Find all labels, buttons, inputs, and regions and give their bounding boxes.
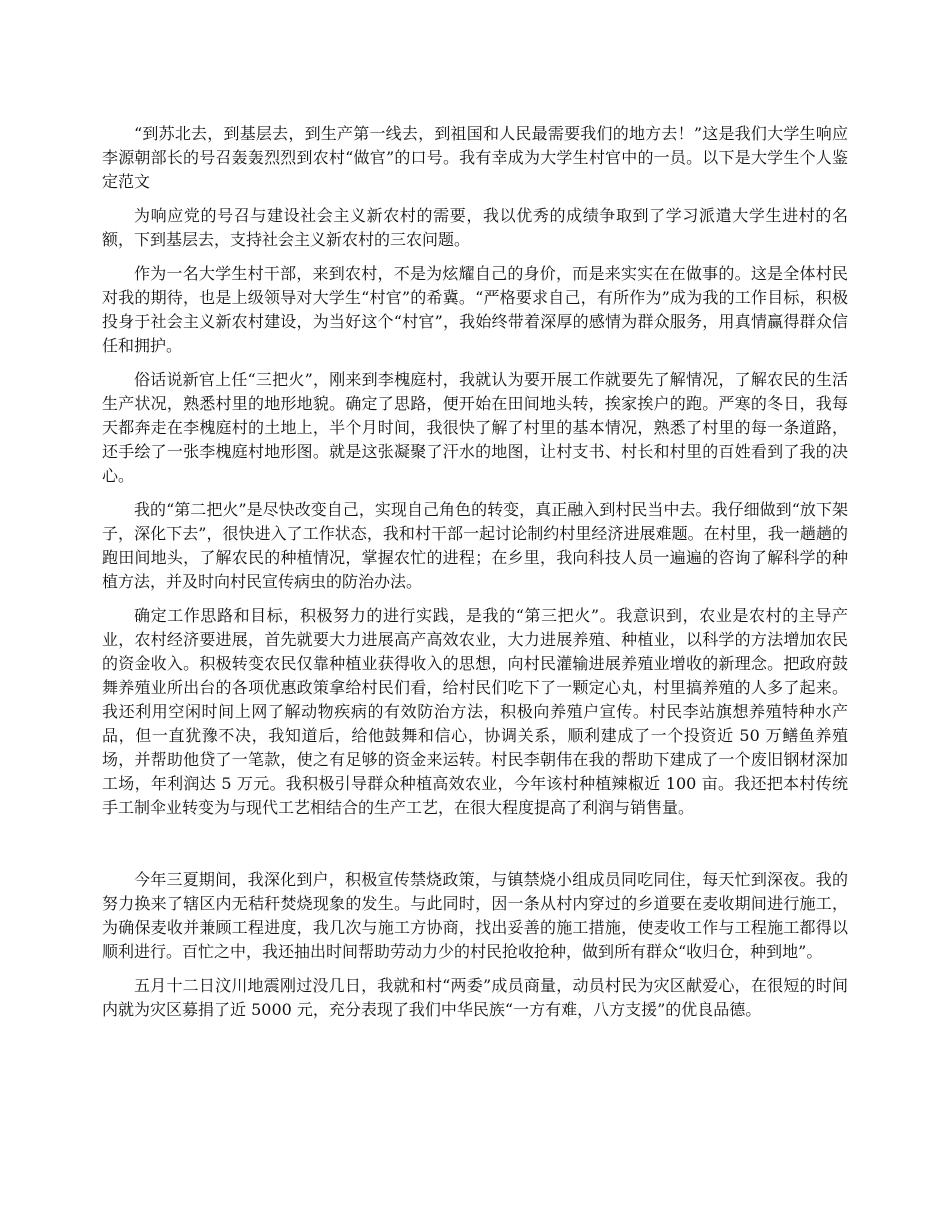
paragraph-second-fire: 我的“第二把火”是尽快改变自己，实现自己角色的转变，真正融入到村民当中去。我仔细做到“放下架子，深化下去”，很快进入了工作状态，我和村干部一起讨论制约村里经济进展难题。在村里，我一趟趟的跑田间地头，了解农民的种植情况，掌握农忙的进程；在乡里，我向科技人员一遍遍的咨询了解科学的种植方法，并及时向村民宣传病虫的防治办法。 <box>102 500 848 591</box>
paragraph-earthquake-relief: 五月十二日汶川地震刚过没几日，我就和村“两委”成员商量，动员村民为灾区献爱心，在很短的时间内就为灾区募捐了近 5000 元，充分表现了我们中华民族“一方有难，八方支援”的优良品德。 <box>102 976 848 1019</box>
paragraph-response: 为响应党的号召与建设社会主义新农村的需要，我以优秀的成绩争取到了学习派遣大学生进村的名额，下到基层去，支持社会主义新农村的三农问题。 <box>102 206 848 249</box>
paragraph-summer-harvest: 今年三夏期间，我深化到户，积极宣传禁烧政策，与镇禁烧小组成员同吃同住，每天忙到深夜。我的努力换来了辖区内无秸秆焚烧现象的发生。与此同时，因一条从村内穿过的乡道要在麦收期间进行施工，为确保麦收并兼顾工程进度，我几次与施工方协商，找出妥善的施工措施，使麦收工作与工程施工都得以顺利进行。百忙之中，我还抽出时间帮助劳动力少的村民抢收抢种，做到所有群众“收归仓，种到地”。 <box>102 870 848 961</box>
paragraph-intro: “到苏北去，到基层去，到生产第一线去，到祖国和人民最需要我们的地方去！”这是我们大学生响应李源朝部长的号召轰轰烈烈到农村“做官”的口号。我有幸成为大学生村官中的一员。以下是大学生个人鉴定范文 <box>102 124 848 191</box>
paragraph-first-fire: 俗话说新官上任“三把火”，刚来到李槐庭村，我就认为要开展工作就要先了解情况，了解农民的生活生产状况，熟悉村里的地形地貌。确定了思路，便开始在田间地头转，挨家挨户的跑。严寒的冬日，我每天都奔走在李槐庭村的土地上，半个月时间，我很快了解了村里的基本情况，熟悉了村里的每一条道路，还手绘了一张李槐庭村地形图。就是这张凝聚了汗水的地图，让村支书、村长和村里的百姓看到了我的决心。 <box>102 370 848 485</box>
document-body <box>102 122 848 1032</box>
paragraph-role: 作为一名大学生村干部，来到农村，不是为炫耀自己的身价，而是来实实在在做事的。这是全体村民对我的期待，也是上级领导对大学生“村官”的希冀。“严格要求自己，有所作为”成为我的工作目标，积极投身于社会主义新农村建设，为当好这个“村官”，我始终带着深厚的感情为群众服务，用真情赢得群众信任和拥护。 <box>102 264 848 355</box>
paragraph-third-fire: 确定工作思路和目标，积极努力的进行实践，是我的“第三把火”。我意识到，农业是农村的主导产业，农村经济要进展，首先就要大力进展高产高效农业，大力进展养殖、种植业，以科学的方法增加农民的资金收入。积极转变农民仅靠种植业获得收入的思想，向村民灌输进展养殖业增收的新理念。把政府鼓舞养殖业所出台的各项优惠政策拿给村民们看，给村民们吃下了一颗定心丸，村里搞养殖的人多了起来。我还利用空闲时间上网了解动物疾病的有效防治方法，积极向养殖户宣传。村民李站旗想养殖特种水产品，但一直犹豫不决，我知道后，给他鼓舞和信心，协调关系，顺利建成了一个投资近 50 万鳝鱼养殖场，并帮助他贷了一笔款，使之有足够的资金来运转。村民李朝伟在我的帮助下建成了一个废旧钢材深加工场，年利润达 5 万元。我积极引导群众种植高效农业，今年该村种植辣椒近 100 亩。我还把本村传统手工制伞业转变为与现代工艺相结合的生产工艺，在很大程度提高了利润与销售量。 <box>102 606 848 817</box>
section-gap <box>102 830 848 868</box>
